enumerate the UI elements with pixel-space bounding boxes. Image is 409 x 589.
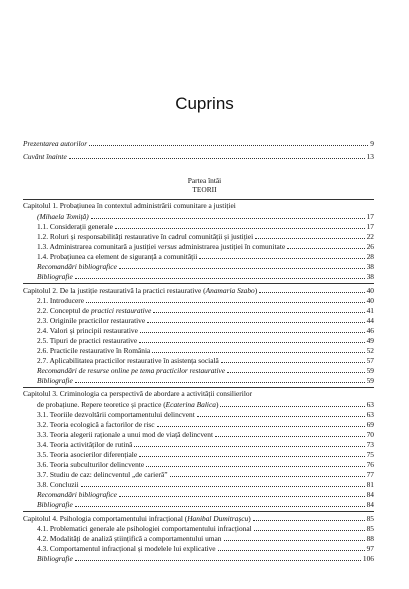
leader-dots bbox=[75, 499, 365, 507]
section-page: 63 bbox=[366, 410, 374, 419]
toc-section[interactable] bbox=[37, 429, 374, 439]
leader-dots bbox=[153, 305, 364, 313]
chapter-divider bbox=[23, 199, 374, 200]
section-title: 1.3. Administrarea comunitară a justiției versus administrarea justiției în comunitate bbox=[37, 242, 286, 251]
section-page: 59 bbox=[366, 366, 374, 375]
leader-dots bbox=[221, 355, 365, 363]
leader-dots bbox=[152, 345, 364, 353]
section-page: 52 bbox=[366, 346, 374, 355]
chapter-1-author-line[interactable] bbox=[37, 211, 374, 221]
toc-section[interactable] bbox=[37, 345, 374, 355]
leader-dots bbox=[75, 375, 365, 383]
leader-dots bbox=[220, 399, 364, 407]
toc-section[interactable] bbox=[37, 231, 374, 241]
toc-entry-authors[interactable] bbox=[23, 138, 374, 148]
leader-dots bbox=[259, 285, 364, 293]
leader-dots bbox=[86, 295, 365, 303]
leader-dots bbox=[146, 459, 365, 467]
section-page: 28 bbox=[366, 252, 374, 261]
section-page: 41 bbox=[366, 306, 374, 315]
leader-dots bbox=[254, 523, 365, 531]
leader-dots bbox=[119, 489, 365, 497]
emphasis: versus bbox=[157, 242, 177, 251]
section-page: 46 bbox=[366, 326, 374, 335]
section-page: 106 bbox=[362, 554, 374, 563]
entry-title: Prezentarea autorilor bbox=[23, 139, 88, 148]
section-page: 40 bbox=[366, 296, 374, 305]
section-page: 75 bbox=[366, 450, 374, 459]
section-title: 1.1. Considerații generale bbox=[37, 222, 113, 231]
toc-section[interactable] bbox=[37, 221, 374, 231]
toc-section[interactable] bbox=[37, 419, 374, 429]
section-title: 3.6. Teoria subculturilor delincvente bbox=[37, 460, 145, 469]
chapter-3-title-line2[interactable] bbox=[37, 399, 374, 409]
leader-dots bbox=[139, 335, 364, 343]
section-title: 4.2. Modalități de analiză științifică a comportamentului uman bbox=[37, 534, 222, 543]
section-page: 44 bbox=[366, 316, 374, 325]
section-title: 2.6. Practicile restaurative în România bbox=[37, 346, 151, 355]
chapter-divider bbox=[23, 387, 374, 388]
chapter-2-title[interactable] bbox=[23, 285, 374, 295]
chapter-divider bbox=[23, 511, 374, 512]
leader-dots bbox=[215, 429, 365, 437]
toc-section[interactable] bbox=[37, 449, 374, 459]
entry-page: 85 bbox=[366, 514, 374, 523]
section-title: Bibliografie bbox=[37, 554, 73, 563]
section-title: 3.5. Teoria asocierilor diferențiale bbox=[37, 450, 138, 459]
toc-section[interactable] bbox=[37, 553, 374, 563]
leader-dots bbox=[147, 315, 364, 323]
section-page: 17 bbox=[366, 222, 374, 231]
section-title: Bibliografie bbox=[37, 500, 73, 509]
chapter-author: Ecaterina Balica bbox=[165, 400, 216, 409]
section-page: 85 bbox=[366, 524, 374, 533]
toc-section[interactable] bbox=[37, 355, 374, 365]
section-page: 57 bbox=[366, 356, 374, 365]
toc-section[interactable] bbox=[37, 251, 374, 261]
section-title: Recomandări bibliografice bbox=[37, 262, 117, 271]
section-title: 3.3. Teoria alegerii raționale a unui mod de viață delincvent bbox=[37, 430, 214, 439]
toc-section[interactable] bbox=[37, 335, 374, 345]
leader-dots bbox=[227, 365, 365, 373]
toc-section[interactable] bbox=[37, 315, 374, 325]
leader-dots bbox=[115, 221, 365, 229]
leader-dots bbox=[224, 533, 365, 541]
section-title: 4.1. Problematici generale ale psihologiei comportamentului infracțional bbox=[37, 524, 252, 533]
chapter-author: Hanibal Dumitrașcu bbox=[187, 514, 249, 523]
leader-dots bbox=[199, 251, 364, 259]
toc-section[interactable] bbox=[37, 375, 374, 385]
section-page: 38 bbox=[366, 262, 374, 271]
leader-dots bbox=[287, 241, 364, 249]
section-title: 3.4. Teoria activităților de rutină bbox=[37, 440, 133, 449]
leader-dots bbox=[91, 211, 365, 219]
section-title: 1.2. Roluri și responsabilități restaurative în cadrul comunității și justiției bbox=[37, 232, 254, 241]
section-title: 3.7. Studiu de caz: delincventul „de carieră” bbox=[37, 470, 168, 479]
section-title: 3.8. Concluzii bbox=[37, 480, 79, 489]
section-page: 97 bbox=[366, 544, 374, 553]
chapter-author: Anamaria Szabo bbox=[205, 286, 255, 295]
leader-dots bbox=[197, 409, 365, 417]
section-title: 3.2. Teoria ecologică a factorilor de risc bbox=[37, 420, 155, 429]
leader-dots bbox=[134, 439, 364, 447]
toc-section[interactable] bbox=[37, 543, 374, 553]
leader-dots bbox=[89, 138, 368, 146]
section-title: Bibliografie bbox=[37, 272, 73, 281]
section-page: 59 bbox=[366, 376, 374, 385]
toc-entry-foreword[interactable] bbox=[23, 151, 374, 161]
toc-section[interactable] bbox=[37, 295, 374, 305]
entry-page: 63 bbox=[366, 400, 374, 409]
section-title: 2.1. Introducere bbox=[37, 296, 84, 305]
toc-section[interactable] bbox=[37, 365, 374, 375]
chapter-author: (Mihaela Tomiță) bbox=[37, 212, 89, 221]
section-page: 81 bbox=[366, 480, 374, 489]
section-page: 38 bbox=[366, 272, 374, 281]
section-title: Recomandări de resurse online pe tema practicilor restaurative bbox=[37, 366, 226, 375]
toc-section[interactable] bbox=[37, 489, 374, 499]
part-label: Partea întâi bbox=[187, 176, 222, 185]
leader-dots bbox=[140, 325, 365, 333]
section-page: 49 bbox=[366, 336, 374, 345]
leader-dots bbox=[75, 553, 361, 561]
toc-section[interactable] bbox=[37, 459, 374, 469]
section-page: 26 bbox=[366, 242, 374, 251]
section-page: 69 bbox=[366, 420, 374, 429]
entry-page: 17 bbox=[366, 212, 374, 221]
leader-dots bbox=[170, 469, 365, 477]
toc-section[interactable] bbox=[37, 479, 374, 489]
section-title: 2.7. Aplicabilitatea practicilor restaurative în asistența socială bbox=[37, 356, 219, 365]
toc-section[interactable] bbox=[37, 325, 374, 335]
page-title: Cuprins bbox=[175, 94, 234, 113]
leader-dots bbox=[218, 543, 365, 551]
section-page: 22 bbox=[366, 232, 374, 241]
chapter-4-title[interactable] bbox=[23, 513, 374, 523]
toc-section[interactable] bbox=[37, 241, 374, 251]
section-page: 84 bbox=[366, 500, 374, 509]
toc-section[interactable] bbox=[37, 305, 374, 315]
chapter-title: Capitolul 4. Psihologia comportamentului infracțional (Hanibal Dumitrașcu) bbox=[23, 514, 251, 523]
chapter-3-title[interactable]: Capitolul 3. Criminologia ca perspectivă de abordare a activității consilierilor bbox=[23, 389, 253, 398]
leader-dots bbox=[75, 271, 365, 279]
section-title: 4.3. Comportamentul infracțional și modelele lui explicative bbox=[37, 544, 216, 553]
leader-dots bbox=[139, 449, 365, 457]
leader-dots bbox=[81, 479, 365, 487]
leader-dots bbox=[119, 261, 365, 269]
section-title: 3.1. Teoriile dezvoltării comportamentului delincvent bbox=[37, 410, 195, 419]
toc-section[interactable] bbox=[37, 439, 374, 449]
section-title: 2.3. Originile practicilor restaurative bbox=[37, 316, 146, 325]
entry-page: 40 bbox=[366, 286, 374, 295]
section-page: 76 bbox=[366, 460, 374, 469]
toc-section[interactable] bbox=[37, 261, 374, 271]
section-page: 84 bbox=[366, 490, 374, 499]
part-name: TEORII bbox=[192, 185, 217, 194]
section-title: 2.4. Valori și principii restaurative bbox=[37, 326, 138, 335]
section-page: 73 bbox=[366, 440, 374, 449]
leader-dots bbox=[157, 419, 365, 427]
chapter-divider bbox=[23, 283, 374, 284]
leader-dots bbox=[253, 513, 365, 521]
emphasis: practici restaurative bbox=[90, 306, 152, 315]
section-title: 2.2. Conceptul de practici restaurative bbox=[37, 306, 152, 315]
section-title: Bibliografie bbox=[37, 376, 73, 385]
toc-section[interactable] bbox=[37, 271, 374, 281]
entry-page: 13 bbox=[366, 152, 374, 161]
section-title: Recomandări bibliografice bbox=[37, 490, 117, 499]
toc-section[interactable] bbox=[37, 469, 374, 479]
chapter-title: Capitolul 2. De la justiție restaurativă la practici restaurative (Anamaria Szabo) bbox=[23, 286, 258, 295]
section-page: 77 bbox=[366, 470, 374, 479]
leader-dots bbox=[69, 151, 365, 159]
section-title: 1.4. Probațiunea ca element de siguranță a comunității bbox=[37, 252, 198, 261]
leader-dots bbox=[255, 231, 364, 239]
entry-title: Cuvânt înainte bbox=[23, 152, 67, 161]
section-page: 88 bbox=[366, 534, 374, 543]
section-page: 70 bbox=[366, 430, 374, 439]
toc-section[interactable] bbox=[37, 409, 374, 419]
chapter-title-cont: de probațiune. Repere teoretice și practice (Ecaterina Balica) bbox=[37, 400, 219, 409]
toc-section[interactable] bbox=[37, 533, 374, 543]
toc-section[interactable] bbox=[37, 499, 374, 509]
section-title: 2.5. Tipuri de practici restaurative bbox=[37, 336, 138, 345]
chapter-1-title[interactable]: Capitolul 1. Probațiunea în contextul administrării comunitare a justiției bbox=[23, 201, 236, 210]
entry-page: 9 bbox=[370, 139, 374, 148]
toc-section[interactable] bbox=[37, 523, 374, 533]
